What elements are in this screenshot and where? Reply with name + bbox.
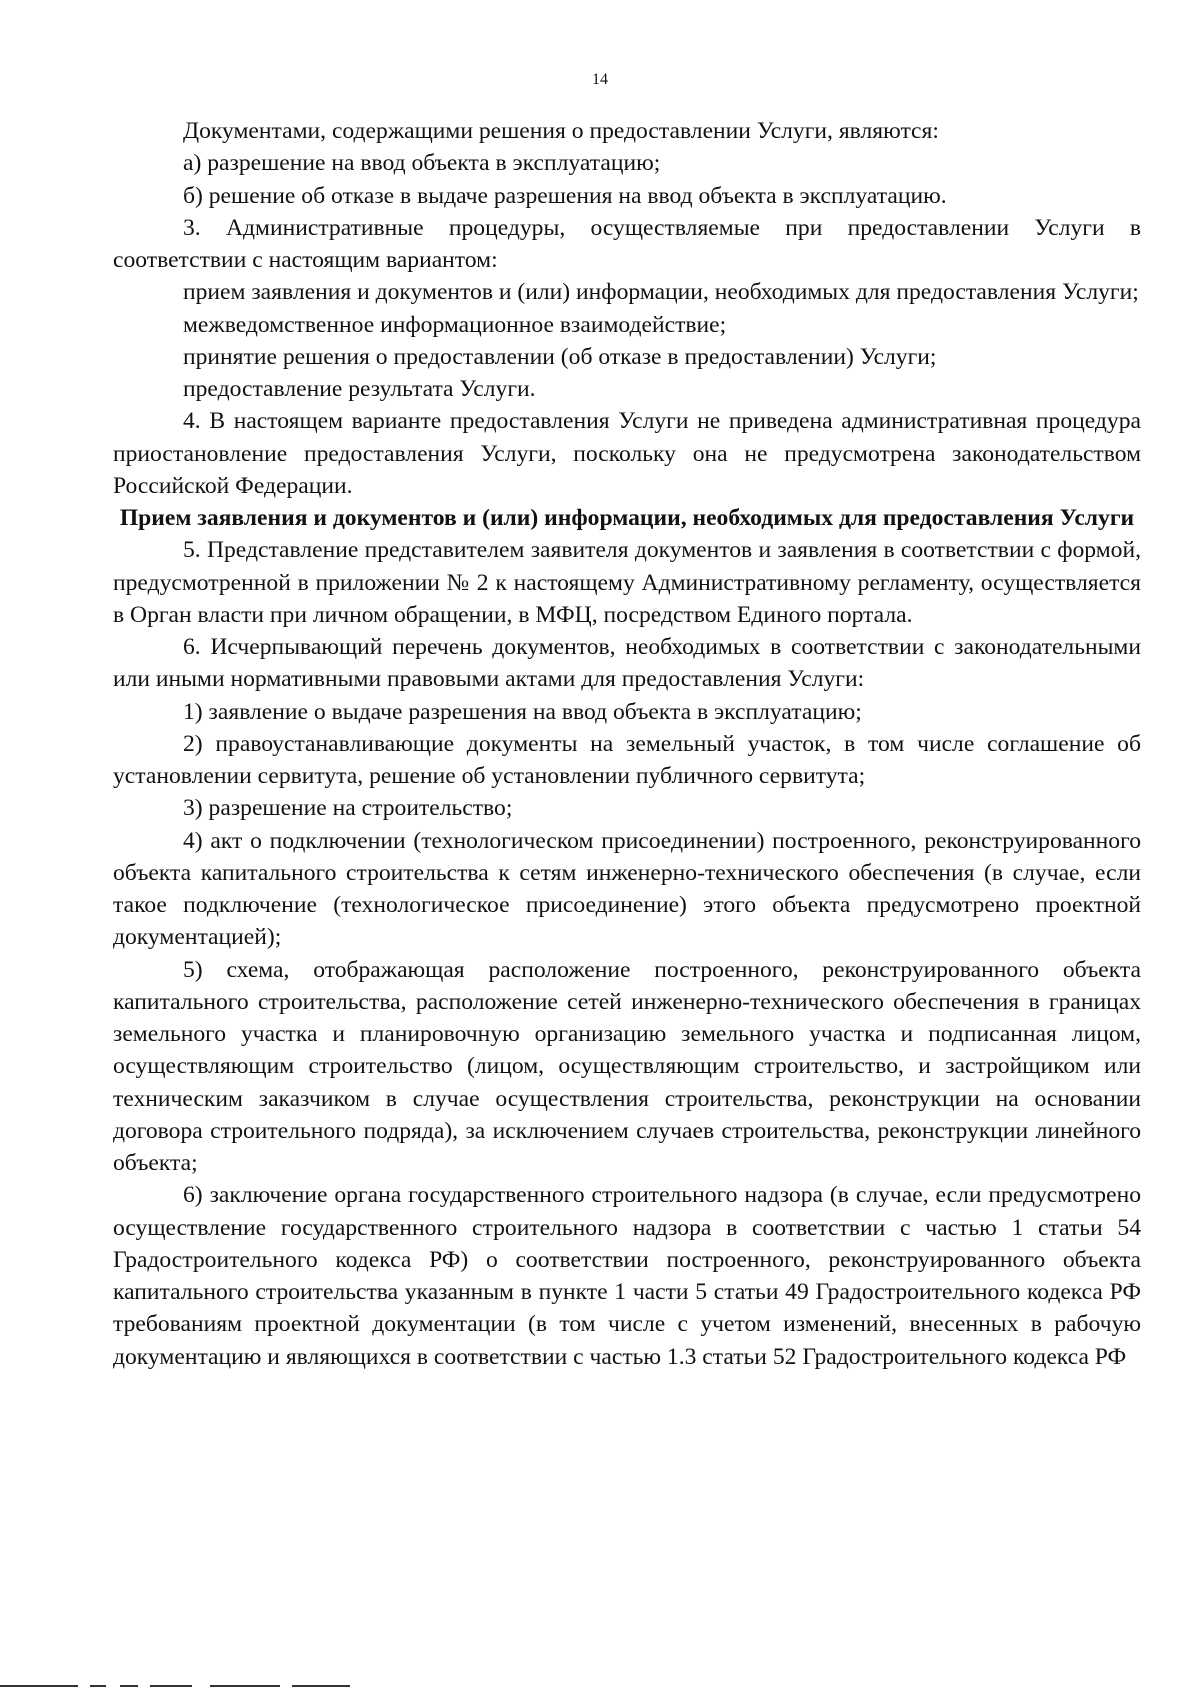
procedure-item-4: предоставление результата Услуги.	[183, 376, 536, 402]
section-heading: Прием заявления и документов и (или) информации, необходимых для предоставления Услуги	[119, 505, 1135, 531]
paragraph-5: 5. Представление представителем заявителя документов и заявления в соответствии с формой, предусмотренной в приложении № 2 к настоящему Административному регламенту, осуществляется в Орган власти при личном обращении, в МФЦ, посредством Единого портала.	[113, 537, 1141, 628]
paragraph-3: 3. Административные процедуры, осуществляемые при предоставлении Услуги в соответствии с настоящим вариантом:	[113, 214, 1141, 273]
procedure-item-1: прием заявления и документов и (или) информации, необходимых для предоставления Услуги;	[183, 279, 1139, 306]
document-item-3: 3) разрешение на строительство;	[183, 795, 513, 822]
paragraph-intro: Документами, содержащими решения о предоставлении Услуги, являются:	[183, 118, 939, 144]
scan-edge-artifact	[0, 1685, 360, 1689]
document-item-5: 5) схема, отображающая расположение построенного, реконструированного объекта капитального строительства, расположение сетей инженерно-технического обеспечения в границах земельного участка и планировочную организацию земельного участка и подписанная лицом, осуществляющим строительство (лицом, осуществляющим строительство, и застройщиком или техническим заказчиком в случае осуществления строительства, реконструкции на основании договора строительного подряда), за исключением случаев строительства, реконструкции линейного объекта;	[113, 956, 1141, 1176]
paragraph-6: 6. Исчерпывающий перечень документов, необходимых в соответствии с законодательными или иными нормативными правовыми актами для предоставления Услуги:	[113, 634, 1141, 693]
procedure-item-2: межведомственное информационное взаимодействие;	[183, 311, 727, 338]
document-item-2: 2) правоустанавливающие документы на земельный участок, в том числе соглашение об установлении сервитута, решение об установлении публичного сервитута;	[113, 730, 1141, 789]
procedure-item-3: принятие решения о предоставлении (об отказе в предоставлении) Услуги;	[183, 343, 937, 370]
document-item-4: 4) акт о подключении (технологическом присоединении) построенного, реконструированного объекта капитального строительства к сетям инженерно-технического обеспечения (в случае, если такое подключение (технологическое присоединение) этого объекта предусмотрено проектной документацией);	[113, 827, 1141, 951]
list-item-b: б) решение об отказе в выдаче разрешения на ввод объекта в эксплуатацию.	[183, 182, 947, 209]
document-item-1: 1) заявление о выдаче разрешения на ввод объекта в эксплуатацию;	[183, 698, 862, 725]
document-item-6: 6) заключение органа государственного строительного надзора (в случае, если предусмотрено осуществление государственного строительного надзора в соответствии с частью 1 статьи 54 Градостроительного кодекса РФ) о соответствии построенного, реконструированного объекта капитального строительства указанным в пункте 1 части 5 статьи 49 Градостроительного кодекса РФ требованиям проектной документации (в том числе с учетом изменений, внесенных в рабочую документацию и являющихся в соответствии с частью 1.3 статьи 52 Градостроительного кодекса РФ	[113, 1182, 1141, 1370]
list-item-a: а) разрешение на ввод объекта в эксплуатацию;	[183, 150, 661, 177]
paragraph-4: 4. В настоящем варианте предоставления Услуги не приведена административная процедура приостановление предоставления Услуги, поскольку она не предусмотрена законодательством Российской Федерации.	[113, 408, 1141, 499]
page-number: 14	[592, 71, 608, 88]
document-body	[113, 115, 1141, 1373]
